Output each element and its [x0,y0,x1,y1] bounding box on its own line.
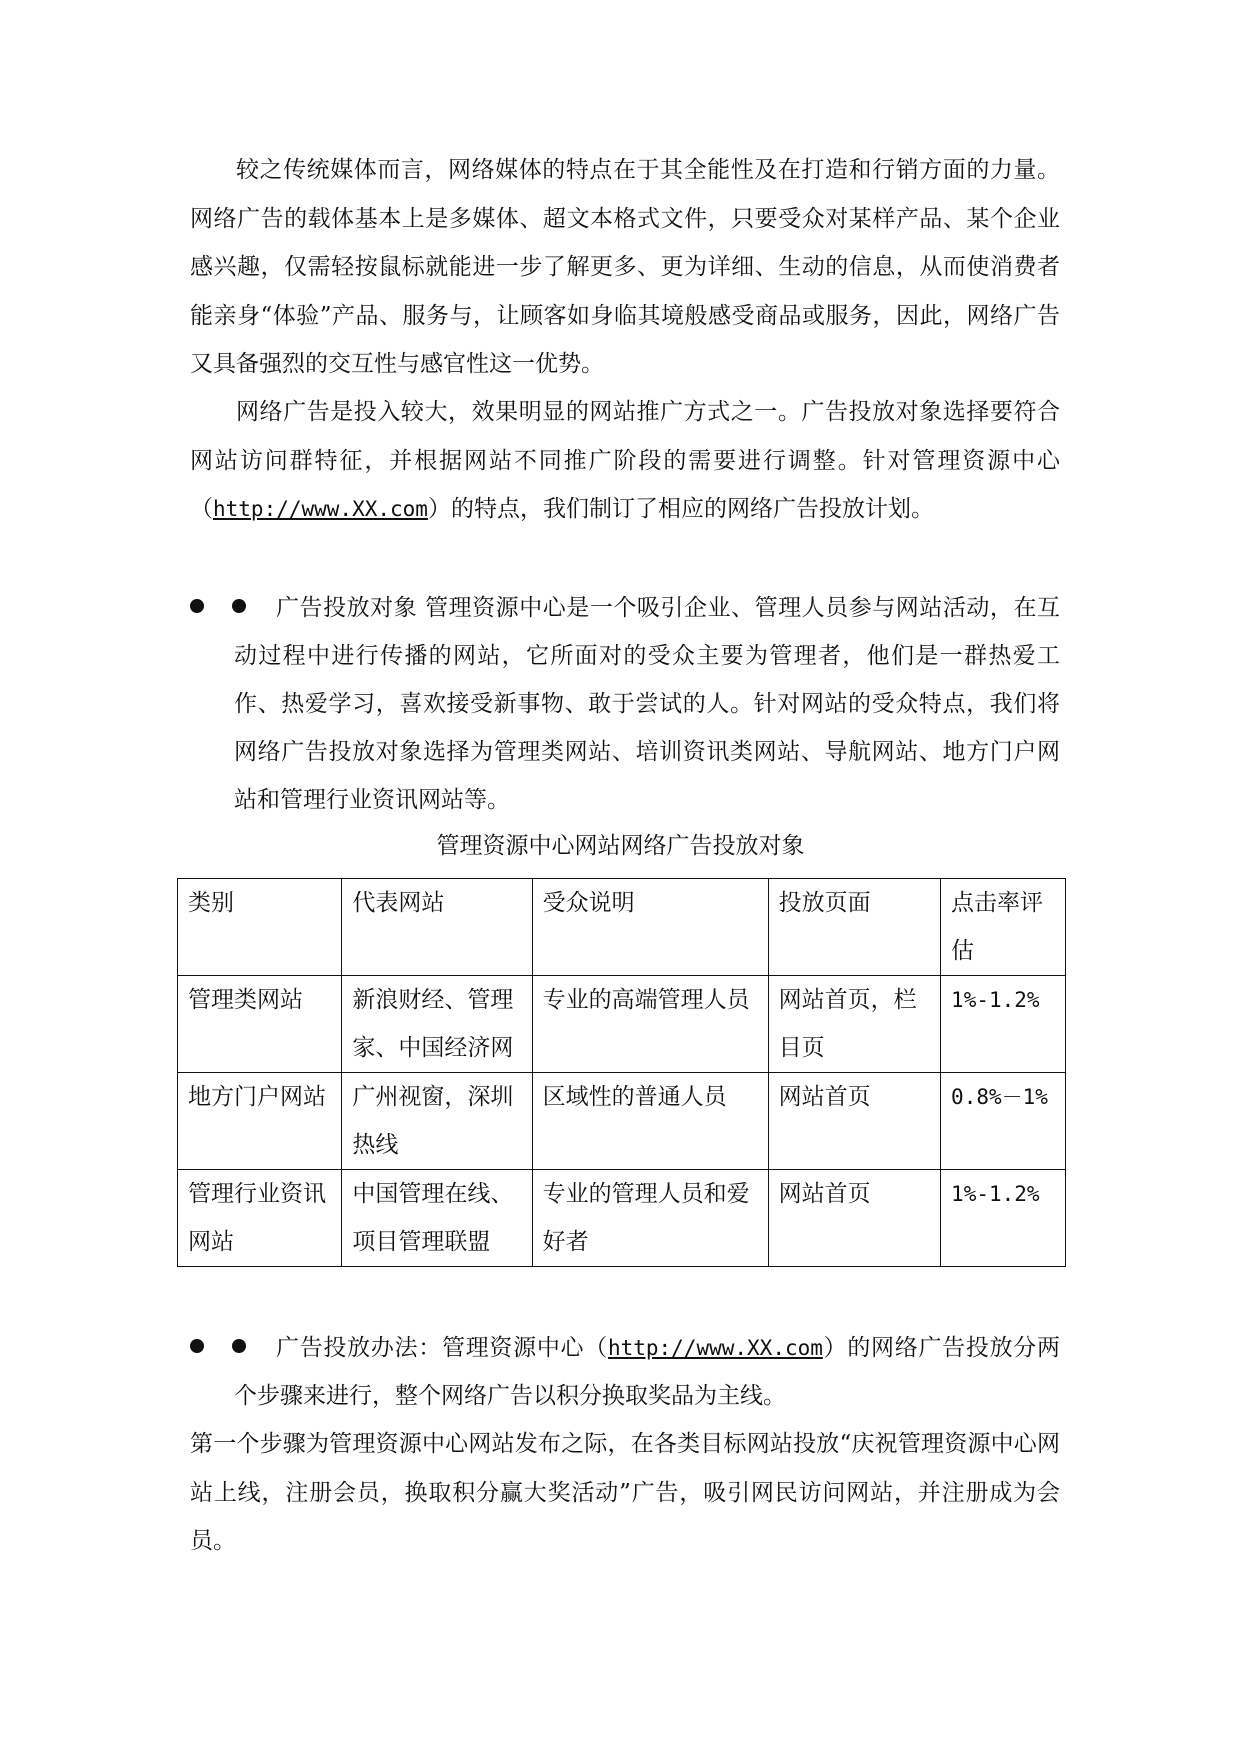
bullet-ad-method-text-2: ）的网络广告投放分两个步骤来进行，整个网络广告以积分换取奖品为主线。 [234,1335,1060,1409]
bullet-marker [190,584,270,632]
table-cell: 网站首页 [768,1073,940,1170]
website-link[interactable]: http://www.XX.com [213,497,428,521]
bullet-ad-targets [190,584,1060,824]
paragraph-plan-text-1: 网络广告是投入较大，效果明显的网站推广方式之一。广告投放对象选择要符合网站访问群特征，并根据网站不同推广阶段的需要进行调整。针对管理资源中心（ [190,399,1060,522]
paragraph-plan [190,388,1060,534]
table-cell: 管理类网站 [178,976,342,1073]
website-link[interactable]: http://www.XX.com [607,1336,823,1360]
bullet-ad-method-text [190,1324,1060,1420]
table-cell: 中国管理在线、项目管理联盟 [342,1170,532,1267]
table-cell: 区域性的普通人员 [532,1073,768,1170]
table-cell: 管理行业资讯网站 [178,1170,342,1267]
table-header-cell: 受众说明 [532,879,768,976]
bullet-dot-icon [190,1339,204,1353]
table-cell: 专业的管理人员和爱好者 [532,1170,768,1267]
table-cell: 1%-1.2% [941,1170,1066,1267]
table-cell: 广州视窗，深圳热线 [342,1073,532,1170]
bullet-dot-icon [232,599,246,613]
table-header-cell: 投放页面 [768,879,940,976]
table-header-row [178,879,1066,976]
table-cell: 新浪财经、管理家、中国经济网 [342,976,532,1073]
paragraph-step-one: 第一个步骤为管理资源中心网站发布之际，在各类目标网站投放“庆祝管理资源中心网站上线，注册会员，换取积分赢大奖活动”广告，吸引网民访问网站，并注册成为会员。 [190,1431,1060,1554]
table-header-cell: 点击率评估 [941,879,1066,976]
ad-targets-table [177,878,1066,1267]
bullet-ad-method [190,1324,1060,1420]
table-cell: 0.8%－1% [941,1073,1066,1170]
table-header-cell: 类别 [178,879,342,976]
table-row [178,976,1066,1073]
table-header-cell: 代表网站 [342,879,532,976]
table-cell: 1%-1.2% [941,976,1066,1073]
bullet-dot-icon [232,1339,246,1353]
paragraph-intro: 较之传统媒体而言，网络媒体的特点在于其全能性及在打造和行销方面的力量。网络广告的载体基本上是多媒体、超文本格式文件，只要受众对某样产品、某个企业感兴趣，仅需轻按鼠标就能进一步了解更多、更为详细、生动的信息，从而使消费者能亲身“体验”产品、服务与，让顾客如身临其境般感受商品或服务，因此，网络广告又具备强烈的交互性与感官性这一优势。 [190,157,1060,377]
paragraph-plan-text-2: ）的特点，我们制订了相应的网络广告投放计划。 [427,496,934,522]
table-row [178,1170,1066,1267]
bullet-marker [190,1324,270,1372]
bullet-ad-targets-text: 广告投放对象 管理资源中心是一个吸引企业、管理人员参与网站活动，在互动过程中进行传播的网站，它所面对的受众主要为管理者，他们是一群热爱工作、热爱学习，喜欢接受新事物、敢于尝试的人。针对网站的受众特点，我们将网络广告投放对象选择为管理类网站、培训资讯类网站、导航网站、地方门户网站和管理行业资讯网站等。 [234,595,1060,813]
bullet-ad-method-text-1: 广告投放办法：管理资源中心（ [276,1335,608,1361]
table-cell: 地方门户网站 [178,1073,342,1170]
table-cell: 专业的高端管理人员 [532,976,768,1073]
table-row [178,1073,1066,1170]
bullet-dot-icon [190,599,204,613]
table-cell: 网站首页 [768,1170,940,1267]
table-cell: 网站首页，栏目页 [768,976,940,1073]
table-caption: 管理资源中心网站网络广告投放对象 [436,833,805,859]
